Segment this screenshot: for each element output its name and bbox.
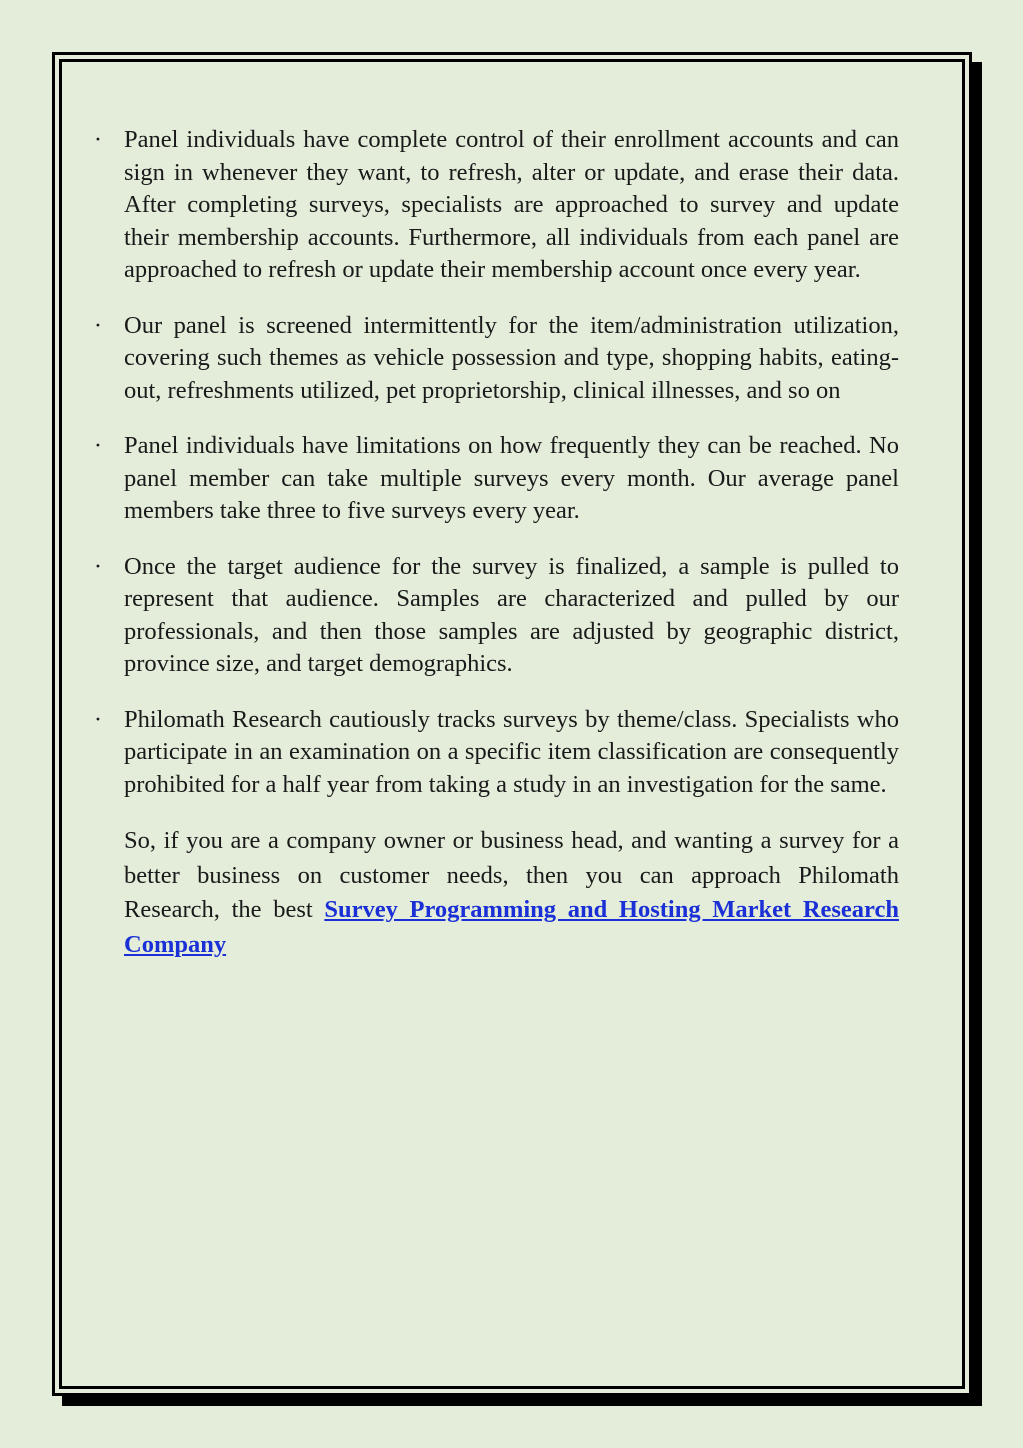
bullet-marker: · — [93, 552, 103, 580]
bullet-item-survey-tracking — [88, 704, 899, 802]
bullet-marker: · — [93, 705, 103, 733]
bullet-text: Once the target audience for the survey is finalized, a sample is pulled to represent that audience. Samples are characterized and pulled by our professionals, and then those samples are adjusted by geographic district, province size, and target demographics. — [124, 552, 899, 677]
bullet-text: Philomath Research cautiously tracks surveys by theme/class. Specialists who participate in an examination on a specific item classification are consequently prohibited for a half year from taking a study in an investigation for the same. — [124, 705, 899, 798]
bullet-marker: · — [93, 432, 103, 459]
bullet-item-contact-limits — [88, 430, 899, 528]
document-body — [88, 124, 899, 987]
bullet-text: Our panel is screened intermittently for the item/administration utilization, covering such themes as vehicle possession and type, shopping habits, eating-out, refreshments utilized, pet proprietorship, clinical illnesses, and so on — [124, 311, 899, 404]
bullet-item-sampling — [88, 551, 899, 681]
bullet-marker: · — [93, 311, 103, 339]
closing-text: So, if you are a company owner or business head, and wanting a survey for a better business on customer needs, then you can approach Philomath Research, the best — [124, 827, 899, 923]
closing-paragraph — [88, 824, 899, 962]
bullet-item-enrollment-control — [88, 124, 899, 287]
bullet-item-panel-screening — [88, 310, 899, 408]
bullet-text: Panel individuals have complete control of their enrollment accounts and can sign in whenever they want, to refresh, alter or update, and erase their data. After completing surveys, specialists are approached to survey and update their membership accounts. Furthermore, all individuals from each panel are approached to refresh or update their membership account once every year. — [124, 126, 899, 283]
company-link[interactable]: Survey Programming and Hosting Market Research Company — [124, 896, 899, 958]
bullet-marker: · — [93, 126, 103, 153]
bullet-text: Panel individuals have limitations on how frequently they can be reached. No panel member can take multiple surveys every month. Our average panel members take three to five surveys every year. — [124, 432, 899, 524]
